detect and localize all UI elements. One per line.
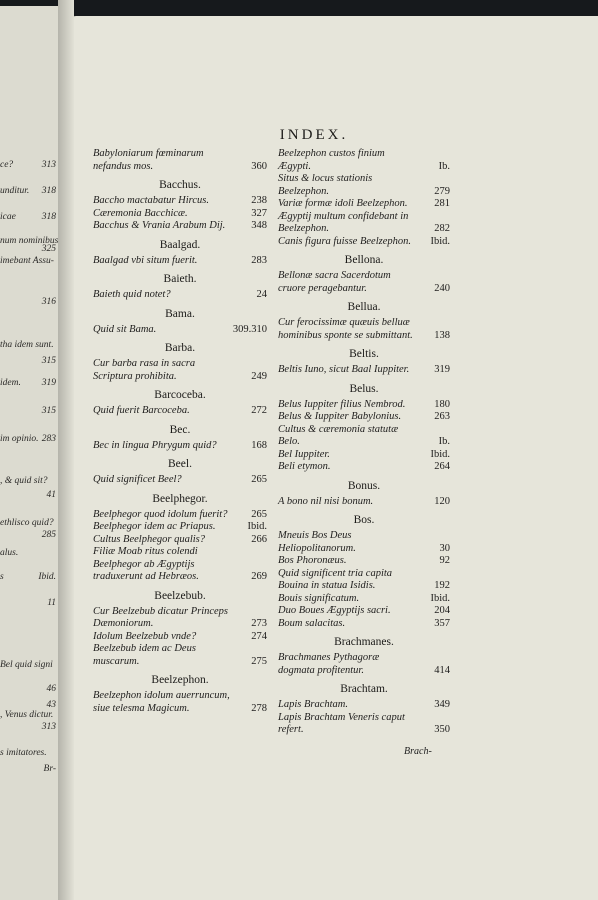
left-page-fragment (0, 160, 64, 172)
fragment-page-number: 316 (41, 297, 56, 307)
index-heading: Barba. (164, 342, 196, 354)
entry-page-number: 319 (434, 364, 450, 375)
index-heading: Bellua. (347, 301, 381, 313)
index-heading: Beelzephon. (151, 674, 209, 686)
fragment-page-number: Ibid. (38, 572, 56, 582)
entry-page-number: 192 (434, 580, 450, 591)
left-page-fragment (0, 530, 64, 542)
fragment-text: ce? (0, 160, 14, 170)
left-page-fragment (0, 186, 64, 198)
page-title: INDEX. (279, 127, 349, 143)
entry-text: Lapis Brachtam Veneris caput refert. (278, 711, 405, 735)
fragment-text: , Venus dictur. (0, 710, 54, 720)
index-entry (278, 449, 450, 462)
entry-page-number: 327 (251, 207, 267, 219)
index-heading: Bacchus. (159, 179, 201, 191)
index-entry (278, 496, 450, 509)
index-entry (93, 208, 267, 221)
index-entry (93, 546, 267, 584)
index-entry (93, 289, 267, 302)
left-page-fragment (0, 297, 64, 309)
entry-text: Belus Iuppiter filius Nembrod. (278, 398, 406, 410)
fragment-page-number: 319 (41, 378, 56, 388)
entry-page-number: 274 (251, 630, 267, 642)
fragment-page-number: 313 (41, 722, 56, 732)
entry-text: Belus & Iuppiter Babylonius. (278, 411, 402, 422)
entry-text: Babyloniarum fœminarum nefandus mos. (93, 148, 204, 172)
left-page-fragment (0, 406, 64, 418)
index-entry (278, 461, 450, 474)
fragment-page-number: 318 (41, 212, 56, 222)
entry-page-number: 350 (434, 724, 450, 735)
entry-text: Bos Phoronæus. (278, 555, 347, 566)
index-entry (278, 270, 450, 295)
entry-text: Duo Boues Ægyptijs sacri. (278, 605, 391, 616)
index-heading: Bos. (353, 514, 375, 526)
fragment-page-number: 315 (41, 406, 56, 416)
entry-text: Beelzephon custos finium Ægypti. (278, 148, 385, 172)
fragment-page-number: 315 (41, 356, 56, 366)
entry-text: Quid fuerit Barcoceba. (93, 405, 190, 416)
index-heading: Bellona. (344, 254, 384, 266)
entry-text: Beltis Iuno, sicut Baal Iuppiter. (278, 364, 410, 375)
entry-text: Mneuis Bos Deus Heliopolitanorum. (278, 530, 356, 554)
index-heading: Bonus. (347, 479, 381, 492)
index-entry (93, 534, 267, 547)
left-page-fragment (0, 244, 64, 256)
index-entry (278, 173, 450, 198)
fragment-text: im opinio. (0, 434, 39, 444)
fragment-page-number: 283 (41, 434, 56, 444)
fragment-text: Bel quid signi (0, 660, 53, 670)
entry-page-number: 281 (434, 198, 450, 209)
entry-page-number: 180 (434, 398, 450, 410)
entry-text: Baccho mactabatur Hircus. (93, 195, 209, 206)
entry-page-number: Ib. (438, 436, 450, 447)
left-page-fragment (0, 572, 64, 584)
entry-page-number: 275 (251, 655, 267, 667)
entry-text: Quid significet Beel? (93, 474, 182, 485)
entry-page-number: 265 (251, 508, 267, 520)
entry-text: Cæremonia Bacchicæ. (93, 207, 188, 219)
index-heading: Brachmanes. (334, 636, 394, 648)
left-page-fragment (0, 356, 64, 368)
left-page-fragment (0, 710, 64, 722)
left-page-fragment (0, 490, 64, 502)
index-heading: Bec. (169, 423, 191, 436)
fragment-page-number: Br- (43, 764, 56, 774)
entry-text: Ægyptij multum confidebant in Beelzephon. (278, 210, 409, 234)
fragment-text: imebant Assu- (0, 256, 54, 266)
entry-page-number: 264 (434, 461, 450, 472)
entry-text: Cur ferocissimæ quæuis belluæ hominibus sponte se submittant. (278, 317, 413, 341)
entry-page-number: 283 (251, 254, 267, 266)
index-entry (93, 474, 267, 487)
index-entry (278, 652, 450, 677)
entry-page-number: Ibid. (430, 235, 450, 247)
left-page-fragment (0, 748, 64, 760)
index-entry (278, 699, 450, 712)
index-column-left (93, 148, 267, 715)
index-entry (93, 631, 267, 644)
index-entry (93, 195, 267, 208)
entry-page-number: 249 (251, 370, 267, 382)
index-entry (278, 712, 450, 737)
fragment-text: idem. (0, 378, 21, 388)
fragment-text: num nominibus (0, 236, 59, 246)
entry-text: Variæ formæ idoli Beelzephon. (278, 198, 408, 209)
entry-text: Beli etymon. (278, 461, 331, 472)
entry-page-number: 414 (434, 664, 450, 676)
entry-page-number: Ib. (438, 160, 450, 172)
left-page-fragment (0, 434, 64, 446)
fragment-page-number: 43 (46, 700, 56, 710)
entry-page-number: 269 (251, 571, 267, 582)
entry-page-number: 266 (251, 533, 267, 545)
left-page-fragment (0, 256, 64, 268)
fragment-page-number: 325 (41, 244, 56, 254)
index-entry (278, 411, 450, 424)
fragment-text: tha idem sunt. (0, 340, 54, 350)
entry-text: Cur barba rasa in sacra Scriptura prohibita. (93, 358, 196, 382)
entry-text: A bono nil nisi bonum. (278, 495, 374, 507)
index-entry (278, 605, 450, 618)
index-entry (93, 509, 267, 522)
entry-page-number: 168 (251, 439, 267, 451)
index-entry (278, 211, 450, 236)
entry-text: Cultus & cæremonia statutæ Belo. (278, 423, 399, 447)
entry-text: Canis figura fuisse Beelzephon. (278, 235, 411, 247)
index-heading: Baieth. (163, 273, 197, 285)
index-entry (93, 440, 267, 453)
fragment-text: ethlisco quid? (0, 518, 54, 528)
entry-page-number: 30 (439, 542, 450, 554)
entry-page-number: 263 (434, 411, 450, 422)
entry-text: Bellonæ sacra Sacerdotum cruore peragebantur. (278, 270, 391, 294)
index-column-right (278, 148, 450, 737)
index-heading: Barcoceba. (154, 389, 206, 401)
index-entry (278, 618, 450, 631)
entry-text: Bel Iuppiter. (278, 448, 330, 460)
fragment-text: s imitatores. (0, 748, 47, 758)
entry-page-number: Ibid. (430, 448, 450, 460)
index-entry (93, 255, 267, 268)
entry-page-number: 238 (251, 195, 267, 206)
left-page-fragment (0, 548, 64, 560)
index-entry (278, 198, 450, 211)
entry-page-number: 349 (434, 699, 450, 710)
left-page-fragment (0, 722, 64, 734)
entry-text: Situs & locus stationis Beelzephon. (278, 173, 373, 197)
index-entry (278, 364, 450, 377)
entry-page-number: 138 (434, 329, 450, 341)
left-page-fragment (0, 340, 64, 352)
entry-text: Beelzephon idolum auerruncum, siue telesma Magicum. (93, 690, 230, 714)
index-entry (278, 568, 450, 593)
entry-text: Boum salacitas. (278, 617, 346, 629)
entry-page-number: 204 (434, 605, 450, 616)
entry-text: Bec in lingua Phrygum quid? (93, 439, 217, 451)
fragment-page-number: 318 (41, 186, 56, 196)
fragment-text: icae (0, 212, 16, 222)
index-entry (278, 593, 450, 606)
index-entry (93, 643, 267, 668)
fragment-text: , & quid sit? (0, 476, 48, 486)
entry-page-number: 24 (256, 289, 267, 300)
index-heading: Bama. (165, 307, 195, 320)
entry-text: Beelphegor idem ac Priapus. (93, 521, 216, 532)
entry-page-number: 273 (251, 618, 267, 629)
index-entry (93, 324, 267, 337)
entry-page-number: 278 (251, 702, 267, 714)
left-page-fragment (0, 476, 64, 488)
fragment-page-number: 313 (41, 160, 56, 170)
entry-page-number: 348 (251, 220, 267, 231)
entry-page-number: Ibid. (430, 592, 450, 604)
left-page-fragment (0, 518, 64, 530)
entry-text: Cultus Beelphegor qualis? (93, 533, 205, 545)
fragment-text: unditur. (0, 186, 30, 196)
entry-text: Baieth quid notet? (93, 289, 171, 300)
index-entry (278, 236, 450, 249)
index-entry (93, 220, 267, 233)
entry-text: Filiæ Moab ritus colendi Beelphegor ab Ægyptijs traduxerunt ad Hebræos. (93, 546, 199, 582)
index-entry (278, 317, 450, 342)
index-heading: Brachtam. (340, 683, 388, 695)
fragment-page-number: 46 (46, 684, 56, 694)
entry-page-number: 282 (434, 223, 450, 234)
entry-page-number: 309.310 (232, 323, 267, 335)
fragment-page-number: 285 (41, 530, 56, 540)
index-heading: Beel. (168, 458, 192, 470)
entry-text: Brachmanes Pythagoræ dogmata profitentur. (278, 652, 380, 676)
entry-page-number: 265 (251, 474, 267, 485)
catchword: Brach- (404, 746, 432, 757)
index-entry (93, 606, 267, 631)
index-entry (93, 690, 267, 715)
index-heading: Baalgad. (159, 238, 201, 251)
index-entry (93, 405, 267, 418)
left-page-fragment (0, 212, 64, 224)
fragment-page-number: 41 (46, 490, 56, 500)
entry-page-number: 92 (439, 555, 450, 566)
entry-text: Bouis significatum. (278, 592, 360, 604)
index-entry (278, 399, 450, 412)
index-heading: Beelphegor. (152, 492, 208, 505)
index-entry (278, 555, 450, 568)
fragment-text: alus. (0, 548, 19, 558)
index-entry (278, 424, 450, 449)
index-entry (93, 148, 267, 173)
entry-text: Bacchus & Vrania Arabum Dij. (93, 220, 226, 231)
index-entry (278, 148, 450, 173)
fragment-page-number: 11 (47, 598, 56, 608)
entry-text: Lapis Brachtam. (278, 699, 349, 710)
index-entry (93, 358, 267, 383)
index-entry (278, 530, 450, 555)
entry-text: Quid sit Bama. (93, 323, 157, 335)
entry-page-number: 360 (251, 160, 267, 172)
entry-page-number: 272 (251, 405, 267, 416)
entry-text: Quid significent tria capita Bouina in statua Isidis. (278, 567, 393, 591)
entry-page-number: 240 (434, 282, 450, 294)
entry-text: Idolum Beelzebub vnde? (93, 630, 197, 642)
left-page-fragment (0, 378, 64, 390)
left-page-fragment (0, 684, 64, 696)
entry-page-number: 120 (434, 495, 450, 507)
entry-text: Beelphegor quod idolum fuerit? (93, 508, 228, 520)
left-page-fragment (0, 660, 64, 672)
fragment-text: s (0, 572, 4, 582)
entry-page-number: 357 (434, 617, 450, 629)
index-heading: Belus. (349, 382, 379, 395)
index-entry (93, 521, 267, 534)
entry-page-number: Ibid. (247, 521, 267, 532)
left-page-fragment (0, 598, 64, 610)
index-heading: Beltis. (349, 348, 379, 360)
entry-text: Baalgad vbi situm fuerit. (93, 254, 198, 266)
left-page-fragment (0, 764, 64, 776)
entry-text: Cur Beelzebub dicatur Princeps Dæmoniorum. (93, 605, 229, 629)
entry-page-number: 279 (434, 185, 450, 197)
index-heading: Beelzebub. (154, 589, 206, 602)
entry-text: Beelzebub idem ac Deus muscarum. (93, 643, 196, 667)
